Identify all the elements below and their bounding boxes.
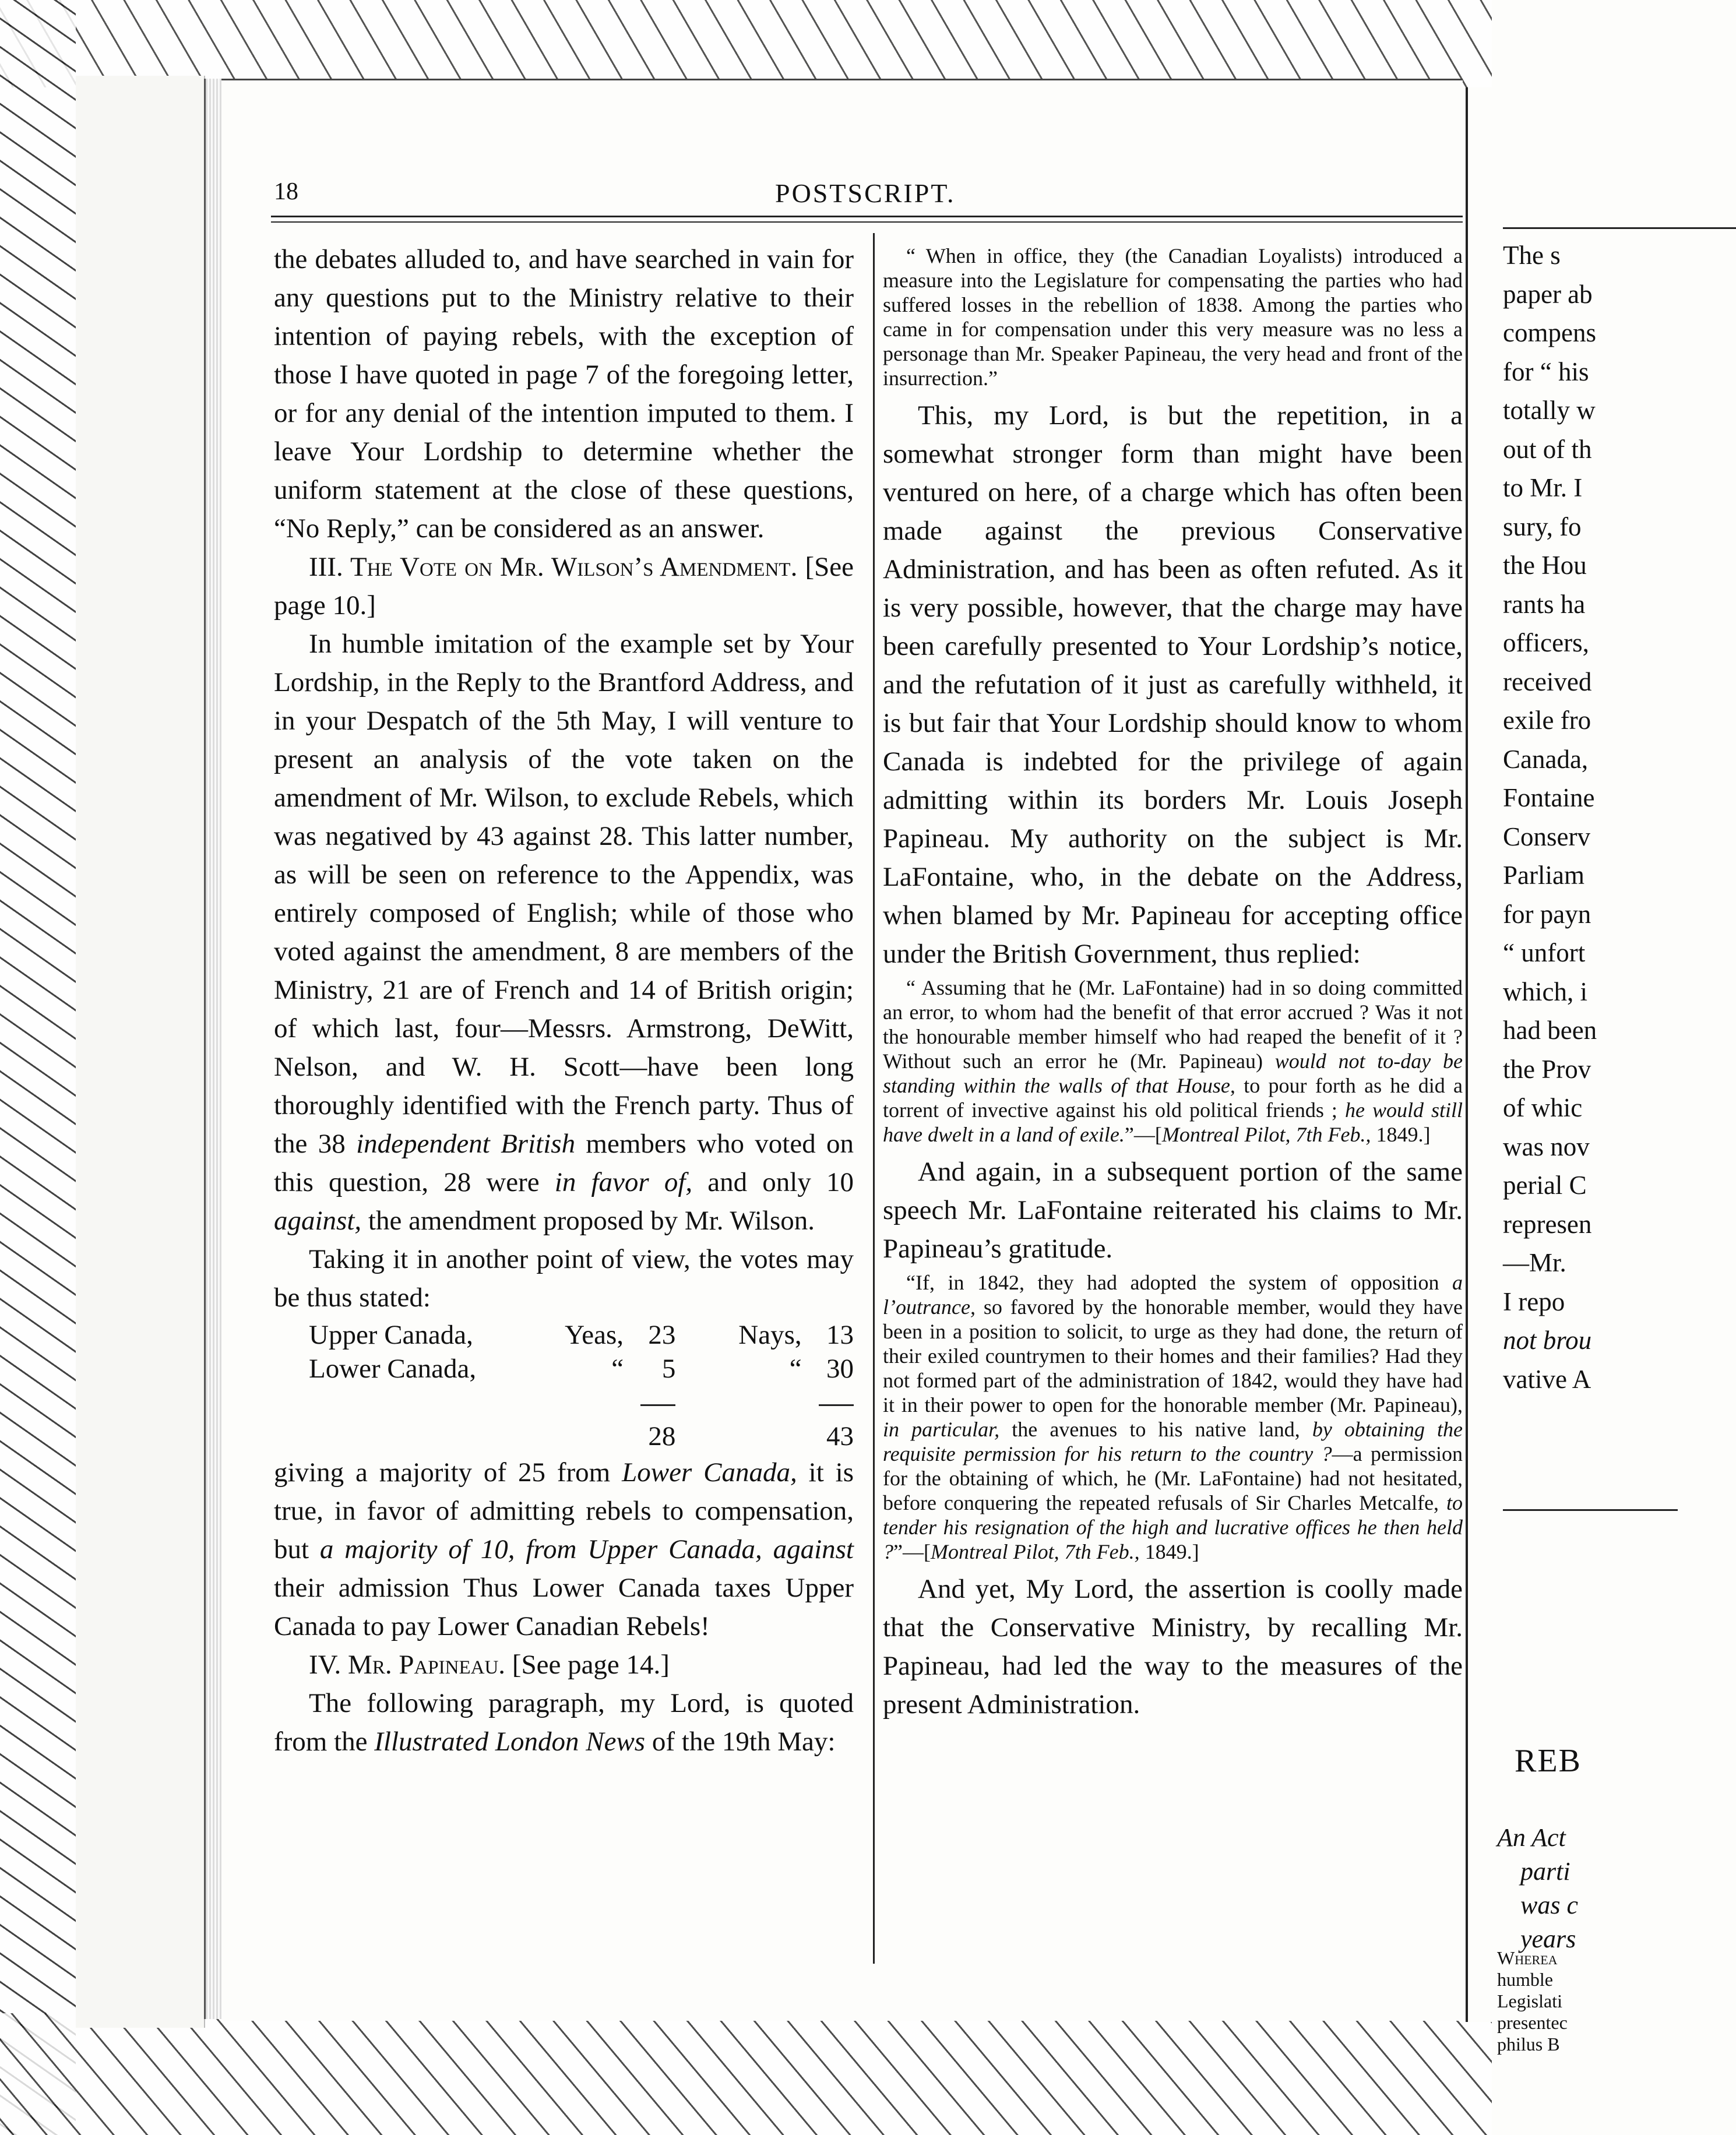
page-reference: [See page 14.] bbox=[512, 1650, 670, 1680]
facing-page-fragment bbox=[1466, 87, 1597, 2055]
vote-table bbox=[309, 1318, 854, 1453]
paragraph-votes-intro: Taking it in another point of view, the votes may be thus stated: bbox=[274, 1244, 854, 1313]
table-row bbox=[309, 1386, 854, 1419]
facing-header-rule bbox=[1503, 227, 1736, 229]
paragraph-repetition: This, my Lord, is but the repetition, in a somewhat stronger form than might have been ventured on here, of a charge which has often been made against the previous Conservative Administration, and has been as often refuted. As it is very possible, however, that the charge may have been carefully presented to Your Lordship’s notice, and the refutation of it just as carefully withheld, it is but fair that Your Lordship should know to whom Canada is indebted for the privilege of again admitting within its borders Mr. Louis Joseph Papineau. My authority on the subject is Mr. LaFontaine, who, in the debate on the Address, when blamed by Mr. Papineau for accepting office under the British Government, thus replied: bbox=[883, 400, 1463, 969]
marbled-board-top bbox=[0, 0, 1492, 87]
header-rule-thin bbox=[271, 221, 1463, 223]
column-rule bbox=[873, 233, 875, 1964]
page-stack-edge bbox=[204, 79, 223, 2019]
header-rule bbox=[271, 216, 1463, 217]
paragraph-and-yet: And yet, My Lord, the assertion is coolly made that the Conservative Ministry, by recalling Mr. Papineau, had led the way to the measures of the present Administration. bbox=[883, 1574, 1463, 1720]
facing-act-title: An Act parti was c years bbox=[1497, 1823, 1578, 1953]
facing-small-text: Wherea humble Legislati presentec philus B bbox=[1497, 1947, 1568, 2055]
section-heading-wilson-amendment: III. The Vote on Mr. Wilson’s Amendment. [See page 10.] bbox=[274, 552, 854, 621]
table-row-total: 28 43 bbox=[648, 1421, 854, 1451]
right-column bbox=[883, 244, 1463, 1724]
paragraph-vote-analysis: In humble imitation of the example set by Your Lordship, in the Reply to the Brantford Address, and in your Despatch of the 5th May, I will venture to present an analysis of the vote taken on the amendment of Mr. Wilson, to exclude Rebels, which was negatived by 43 against 28. This latter number, as will be seen on reference to the Appendix, was entirely composed of English; while of those who voted against the amendment, 8 are members of the Ministry, 21 are of French and 14 of British origin; of which last, four—Messrs. Armstrong, DeWitt, Nelson, and W. H. Scott—have been long thoroughly identified with the French party. Thus of the 38 independent British members who voted on this question, 28 were in favor of, and only 10 against, the amendment proposed by Mr. Wilson. bbox=[274, 629, 854, 1236]
facing-section-rule bbox=[1503, 1509, 1678, 1511]
table-row: Lower Canada, “ 5 “ 30 bbox=[309, 1354, 854, 1384]
marbled-board-bottom bbox=[0, 2013, 1492, 2135]
paragraph-majority: giving a majority of 25 from Lower Canada, it is true, in favor of admitting rebels to compensation, but a majority of 10, from Upper Canada, against their admission Thus Lower Canada taxes Upper Canada to pay Lower Canadian Rebels! bbox=[274, 1457, 854, 1641]
paragraph-again: And again, in a subsequent portion of the same speech Mr. LaFontaine reiterated his claims to Mr. Papineau’s gratitude. bbox=[883, 1157, 1463, 1264]
quote-1842: “If, in 1842, they had adopted the system of opposition a l’outrance, so favored by the honorable member, would they have been in a position to solicit, to urge as they had done, the return of their exiled countrymen to their homes and their families? Had they not formed part of the administration of 1842, would they have had it in their power to open for the honorable member (Mr. Papineau), in particular, the avenues to his native land, by obtaining the requisite permission for his return to the country ?—a permission for the obtaining of which, he (Mr. LaFontaine) had not hesitated, before conquering the repeated refusals of Sir Charles Metcalfe, to tender his resignation of the high and lucrative offices he then held ?”—[Montreal Pilot, 7th Feb., 1849.] bbox=[883, 1271, 1463, 1563]
endpaper bbox=[76, 76, 205, 2028]
left-column bbox=[274, 240, 854, 1761]
paragraph-illustrated-news: The following paragraph, my Lord, is quoted from the Illustrated London News of the 19th May: bbox=[274, 1688, 854, 1757]
table-row: Upper Canada, Yeas, 23 Nays, 13 bbox=[309, 1320, 854, 1350]
facing-text-lines: The s paper ab compens for “ his totally w out of th to Mr. I sury, fo the Hou rants ha officers, received exile fro Canada, Fontaine Conserv Parliam for payn “ unfort which, i had been the Prov of whic was nov perial C represen —Mr. I repo not brou vative A bbox=[1503, 241, 1597, 1394]
paragraph-debates: the debates alluded to, and have searched in vain for any questions put to the Ministry relative to their intention of paying rebels, with the exception of those I have quoted in page 7 of the foregoing letter, or for any denial of the intention imputed to them. I leave Your Lordship to determine whether the uniform statement at the close of these questions, “No Reply,” can be considered as an answer. bbox=[274, 244, 854, 544]
page-reference: [See page 10.] bbox=[274, 552, 854, 621]
quote-lafontaine-reply: “ Assuming that he (Mr. LaFontaine) had in so doing committed an error, to whom had the benefit of that error accrued ? Was it not the honourable member himself who had reaped the benefit of it ? Without such an error he (Mr. Papineau) would not to-day be standing within the walls of that House, to pour forth as he did a torrent of invective against his old political friends ; he would still have dwelt in a land of exile.”—[Montreal Pilot, 7th Feb., 1849.] bbox=[883, 976, 1463, 1146]
facing-heading: REB bbox=[1515, 1743, 1582, 1779]
section-heading-papineau: IV. Mr. Papineau. [See page 14.] bbox=[309, 1650, 670, 1680]
page-number: 18 bbox=[274, 178, 298, 205]
running-title: POSTSCRIPT. bbox=[775, 178, 956, 208]
marbled-board-left bbox=[0, 0, 76, 2135]
quote-loyalists: “ When in office, they (the Canadian Loyalists) introduced a measure into the Legislature for compensating the parties who had suffered losses in the rebellion of 1838. Among the parties who came in for compensation under this very measure was no less a personage than Mr. Speaker Papineau, the very head and front of the insurrection.” bbox=[883, 244, 1463, 390]
